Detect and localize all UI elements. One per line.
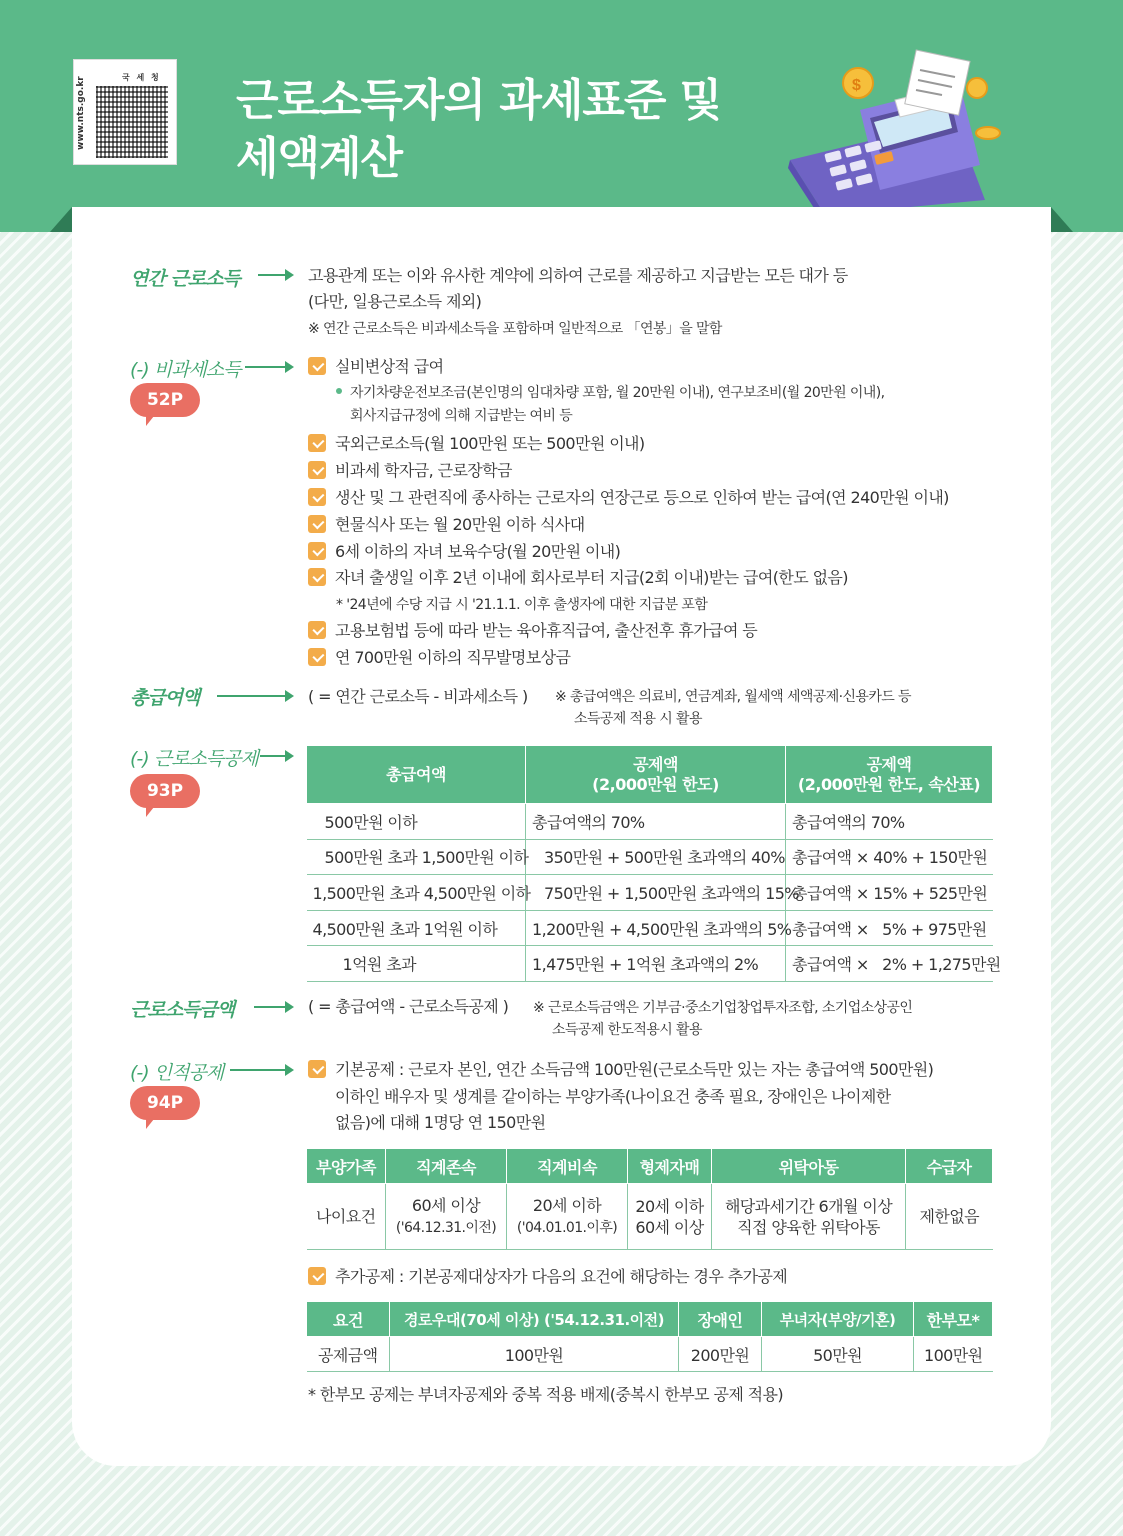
nontax-item: 자녀 출생일 이후 2년 이내에 회사로부터 지급(2회 이내)받는 급여(한도 없음) xyxy=(308,565,848,591)
checkbox-icon xyxy=(308,461,326,479)
table-cell: 100만원 xyxy=(390,1337,679,1372)
table-cell: 1,200만원 + 4,500만원 초과액의 5% xyxy=(526,910,786,946)
card-terminal-illustration xyxy=(770,40,1060,215)
page-ref-badge: 93P xyxy=(130,774,200,808)
table-header-cell: 부녀자(부양/기혼) xyxy=(762,1302,914,1337)
table-row xyxy=(307,804,993,840)
arrow-right-icon xyxy=(245,359,294,375)
single-parent-footnote: * 한부모 공제는 부녀자공제와 중복 적용 배제(중복시 한부모 공제 적용) xyxy=(308,1385,784,1404)
annual-line-1: 고용관계 또는 이와 유사한 계약에 의하여 근로를 제공하고 지급받는 모든 대가 등 xyxy=(308,266,848,285)
qr-code-box xyxy=(73,59,177,165)
checkbox-icon xyxy=(308,1267,326,1285)
table-header-cell: 직계비속 xyxy=(507,1149,628,1184)
header-deduction: 공제액 (2,000만원 한도) xyxy=(526,746,786,804)
label-wage-deduction: (-) 근로소득공제 xyxy=(130,748,258,770)
table-cell: 총급여액 × 15% + 525만원 xyxy=(786,875,993,911)
title-line-1: 근로소득자의 과세표준 및 xyxy=(236,75,722,126)
gross-note-2: 소득공제 적용 시 활용 xyxy=(574,711,702,727)
table-header-cell: 직계존속 xyxy=(386,1149,507,1184)
table-cell: 1,475만원 + 1억원 초과액의 2% xyxy=(526,946,786,982)
arrow-right-icon xyxy=(217,688,294,704)
basic-deduction-line-3: 없음)에 대해 1명당 연 150만원 xyxy=(335,1113,546,1132)
table-cell: 해당과세기간 6개월 이상 직접 양육한 위탁아동 xyxy=(712,1184,906,1250)
title-line-2: 세액계산 xyxy=(236,133,403,184)
nontax-item: 고용보험법 등에 따라 받는 육아휴직급여, 출산전후 휴가급여 등 xyxy=(308,618,757,644)
checkbox-icon xyxy=(308,1060,326,1078)
table-cell: 500만원 초과 1,500만원 이하 xyxy=(307,839,526,875)
checkbox-icon xyxy=(308,357,326,375)
page-title xyxy=(236,72,776,188)
table-row xyxy=(307,1184,993,1250)
annual-line-2: (다만, 일용근로소득 제외) xyxy=(308,292,482,311)
table-cell: 500만원 이하 xyxy=(307,804,526,840)
table-cell: 총급여액 × 40% + 150만원 xyxy=(786,839,993,875)
table-cell: 100만원 xyxy=(914,1337,993,1372)
table-row xyxy=(307,910,993,946)
nontax-item: 연 700만원 이하의 직무발명보상금 xyxy=(308,645,570,671)
nontax-item: 비과세 학자금, 근로장학금 xyxy=(308,458,512,484)
label-nontax-income: (-) 비과세소득 xyxy=(130,359,241,381)
table-cell: 제한없음 xyxy=(906,1184,993,1250)
wage-deduction-table xyxy=(306,745,1001,982)
wage-income-formula: ( = 총급여액 - 근로소득공제 ) xyxy=(308,997,509,1016)
header-deduction-quick: 공제액 (2,000만원 한도, 속산표) xyxy=(786,746,993,804)
page-ref-badge: 52P xyxy=(130,383,200,417)
table-row xyxy=(307,1337,993,1372)
bullet-icon xyxy=(336,388,342,394)
table-row xyxy=(307,839,993,875)
annual-note: ※ 연간 근로소득은 비과세소득을 포함하며 일반적으로 「연봉」을 말함 xyxy=(308,321,722,337)
gross-note-1: ※ 총급여액은 의료비, 연금계좌, 월세액 세액공제·신용카드 등 xyxy=(555,689,911,705)
basic-deduction-line-2: 이하인 배우자 및 생계를 같이하는 부양가족(나이요건 충족 필요, 장애인은 나이제한 xyxy=(335,1087,891,1106)
qr-url: www.nts.go.kr xyxy=(76,76,86,150)
table-cell: 20세 이하 60세 이상 xyxy=(628,1184,712,1250)
checkbox-icon xyxy=(308,488,326,506)
table-cell: 4,500만원 초과 1억원 이하 xyxy=(307,910,526,946)
table-cell: 총급여액의 70% xyxy=(786,804,993,840)
nontax-item: 실비변상적 급여 xyxy=(308,354,443,380)
wage-income-note-1: ※ 근로소득금액은 기부금·중소기업창업투자조합, 소기업소상공인 xyxy=(533,1000,913,1016)
table-cell: 총급여액의 70% xyxy=(526,804,786,840)
arrow-right-icon xyxy=(254,999,294,1015)
table-header-cell: 장애인 xyxy=(679,1302,762,1337)
arrow-right-icon xyxy=(258,267,294,283)
table-cell: 총급여액 × 5% + 975만원 xyxy=(786,910,993,946)
nontax-subitem: 자기차량운전보조금(본인명의 임대차량 포함, 월 20만원 이내), 연구보조비(월 20만원 이내), xyxy=(336,382,884,404)
label-personal-deduction: (-) 인적공제 xyxy=(130,1062,224,1084)
table-header-row xyxy=(307,746,993,804)
table-cell: 200만원 xyxy=(679,1337,762,1372)
table-cell: 1,500만원 초과 4,500만원 이하 xyxy=(307,875,526,911)
checkbox-icon xyxy=(308,515,326,533)
table-row xyxy=(307,875,993,911)
label-annual-income: 연간 근로소득 xyxy=(130,268,240,290)
dependent-age-table xyxy=(306,1148,993,1250)
table-cell: 20세 이하 ('04.01.01.이후) xyxy=(507,1184,628,1250)
table-cell: 350만원 + 500만원 초과액의 40% xyxy=(526,839,786,875)
label-gross-pay: 총급여액 xyxy=(130,687,200,709)
nontax-item: 국외근로소득(월 100만원 또는 500만원 이내) xyxy=(308,431,645,457)
table-header-cell: 한부모* xyxy=(914,1302,993,1337)
nontax-note: * '24년에 수당 지급 시 '21.1.1. 이후 출생자에 대한 지급분 포함 xyxy=(336,597,708,613)
table-header-row xyxy=(307,1302,993,1337)
table-cell: 50만원 xyxy=(762,1337,914,1372)
extra-deduction-table xyxy=(306,1301,993,1372)
table-header-cell: 위탁아동 xyxy=(712,1149,906,1184)
checkbox-icon xyxy=(308,434,326,452)
wage-income-note-2: 소득공제 한도적용시 활용 xyxy=(552,1022,702,1038)
basic-deduction-line-1: 기본공제 : 근로자 본인, 연간 소득금액 100만원(근로소득만 있는 자는 총급여액 500만원) xyxy=(308,1057,933,1083)
nontax-item: 현물식사 또는 월 20만원 이하 식사대 xyxy=(308,512,585,538)
table-header-cell: 경로우대(70세 이상) ('54.12.31.이전) xyxy=(390,1302,679,1337)
table-row xyxy=(307,946,993,982)
nontax-subitem-cont: 회사지급규정에 의해 지급받는 여비 등 xyxy=(350,408,573,424)
nontax-item: 생산 및 그 관련직에 종사하는 근로자의 연장근로 등으로 인하여 받는 급여(연 240만원 이내) xyxy=(308,485,949,511)
table-header-cell: 요건 xyxy=(307,1302,390,1337)
checkbox-icon xyxy=(308,648,326,666)
checkbox-icon xyxy=(308,542,326,560)
table-cell: 1억원 초과 xyxy=(307,946,526,982)
nontax-item: 6세 이하의 자녀 보육수당(월 20만원 이내) xyxy=(308,539,620,565)
table-cell: 공제금액 xyxy=(307,1337,390,1372)
content-card xyxy=(72,207,1051,1466)
header-banner xyxy=(0,0,1123,232)
checkbox-icon xyxy=(308,568,326,586)
gross-formula: ( = 연간 근로소득 - 비과세소득 ) xyxy=(308,687,528,706)
extra-deduction-title: 추가공제 : 기본공제대상자가 다음의 요건에 해당하는 경우 추가공제 xyxy=(308,1264,787,1290)
checkbox-icon xyxy=(308,621,326,639)
table-cell: 60세 이상 ('64.12.31.이전) xyxy=(386,1184,507,1250)
table-header-row xyxy=(307,1149,993,1184)
header-gross: 총급여액 xyxy=(307,746,526,804)
table-cell: 750만원 + 1,500만원 초과액의 15% xyxy=(526,875,786,911)
table-header-cell: 부양가족 xyxy=(307,1149,386,1184)
qr-code-icon xyxy=(96,86,168,158)
qr-brand: 국 세 청 xyxy=(122,73,161,82)
arrow-right-icon xyxy=(230,1062,294,1078)
table-cell: 나이요건 xyxy=(307,1184,386,1250)
table-cell: 총급여액 × 2% + 1,275만원 xyxy=(786,946,993,982)
card-fold-right xyxy=(1051,207,1073,232)
label-wage-income: 근로소득금액 xyxy=(130,999,235,1021)
table-header-cell: 형제자매 xyxy=(628,1149,712,1184)
page-ref-badge: 94P xyxy=(130,1086,200,1120)
card-fold-left xyxy=(50,207,72,232)
arrow-right-icon xyxy=(260,748,294,764)
table-header-cell: 수급자 xyxy=(906,1149,993,1184)
svg-text:$: $ xyxy=(852,77,861,94)
